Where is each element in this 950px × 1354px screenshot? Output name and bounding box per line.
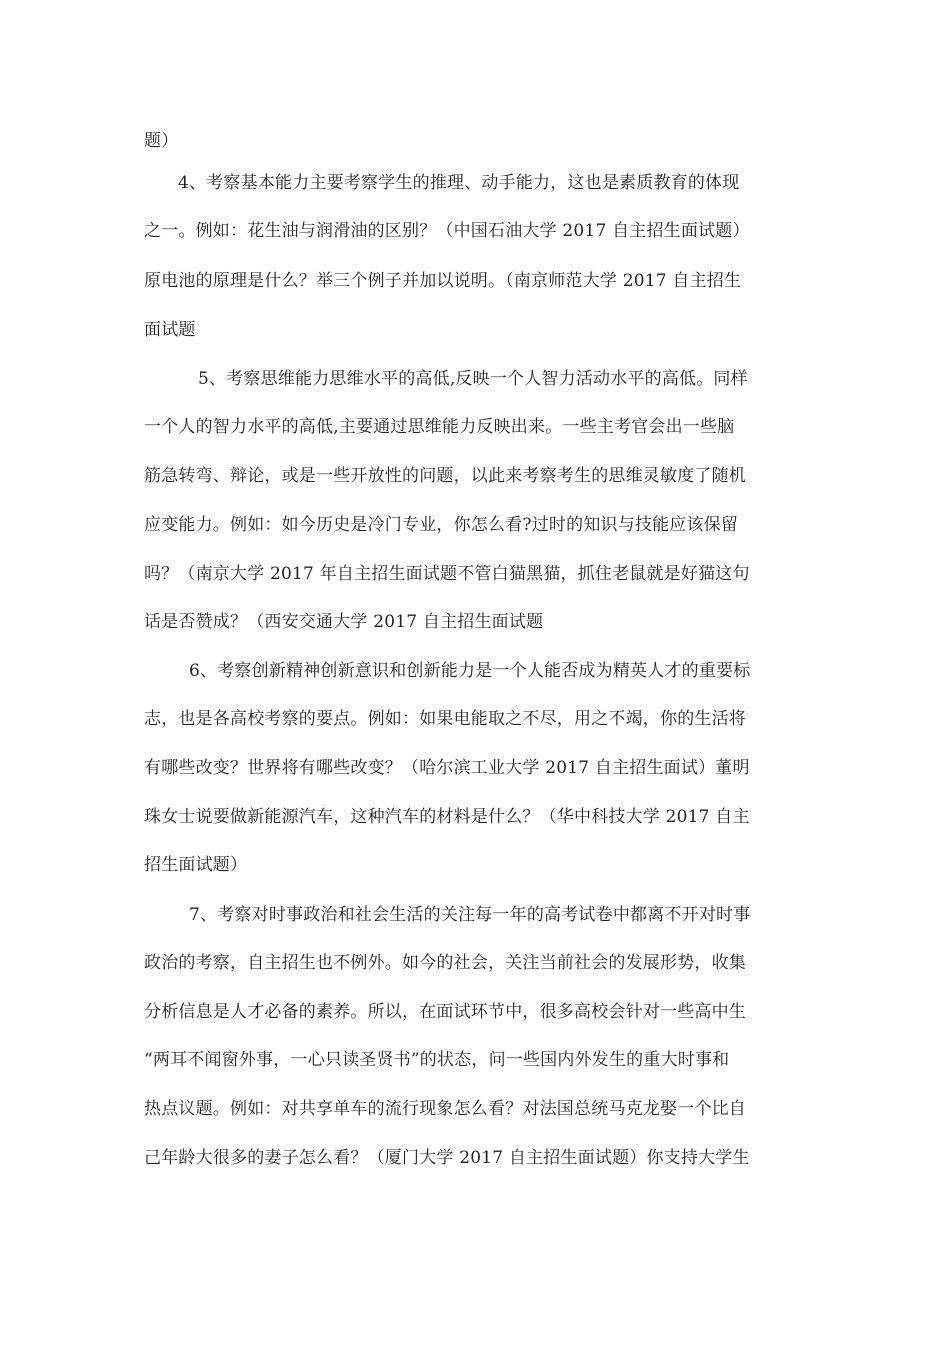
paragraph-7-first-line: 7、考察对时事政治和社会生活的关注每一年的高考试卷中都离不开对时事 — [189, 905, 751, 925]
text-line: 一个人的智力水平的高低,主要通过思维能力反映出来。一些主考官会出一些脑 — [144, 417, 735, 437]
text-line: “两耳不闻窗外事，一心只读圣贤书”的状态，问一些国内外发生的重大时事和 — [144, 1050, 730, 1070]
text-line: 政治的考察，自主招生也不例外。如今的社会，关注当前社会的发展形势，收集 — [144, 953, 746, 973]
text-line: 题） — [144, 131, 179, 151]
text-line: 筋急转弯、辩论，或是一些开放性的问题，以此来考察考生的思维灵敏度了随机 — [144, 466, 746, 486]
text-line: 有哪些改变？世界将有哪些改变？（哈尔滨工业大学 2017 自主招生面试）董明 — [144, 758, 750, 778]
text-line: 己年龄大很多的妻子怎么看？（厦门大学 2017 自主招生面试题）你支持大学生 — [144, 1148, 750, 1168]
paragraph-4-first-line: 4、考察基本能力主要考察学生的推理、动手能力，这也是素质教育的体现 — [178, 173, 740, 193]
text-line: 面试题 — [144, 320, 196, 340]
paragraph-6-first-line: 6、考察创新精神创新意识和创新能力是一个人能否成为精英人才的重要标 — [189, 661, 751, 681]
paragraph-5-first-line: 5、考察思维能力思维水平的高低,反映一个人智力活动水平的高低。同样 — [198, 369, 748, 389]
text-line: 之一。例如：花生油与润滑油的区别？（中国石油大学 2017 自主招生面试题） — [144, 221, 750, 241]
text-line: 志，也是各高校考察的要点。例如：如果电能取之不尽，用之不竭，你的生活将 — [144, 709, 746, 729]
text-line: 珠女士说要做新能源汽车，这种汽车的材料是什么？（华中科技大学 2017 自主 — [144, 807, 750, 827]
text-line: 分析信息是人才必备的素养。所以，在面试环节中，很多高校会针对一些高中生 — [144, 1002, 746, 1022]
text-line: 话是否赞成？（西安交通大学 2017 自主招生面试题 — [144, 612, 544, 632]
text-line: 招生面试题） — [144, 855, 248, 875]
text-line: 吗？（南京大学 2017 年自主招生面试题不管白猫黑猫，抓住老鼠就是好猫这句 — [144, 564, 750, 584]
text-line: 应变能力。例如：如今历史是冷门专业，你怎么看?过时的知识与技能应该保留 — [144, 515, 739, 535]
text-line: 热点议题。例如：对共享单车的流行现象怎么看？对法国总统马克龙娶一个比自 — [144, 1099, 746, 1119]
text-line: 原电池的原理是什么？举三个例子并加以说明。（南京师范大学 2017 自主招生 — [144, 271, 742, 291]
